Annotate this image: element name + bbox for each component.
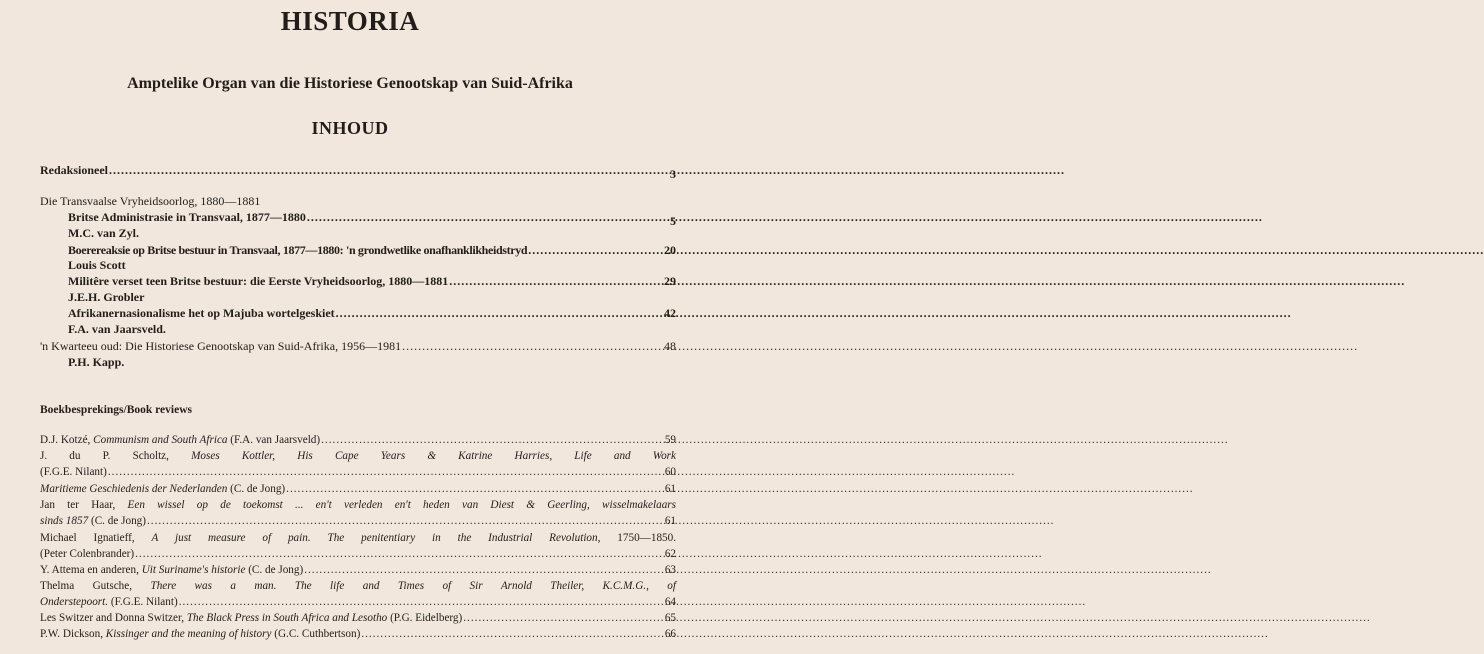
toc-author: Louis Scott [68,258,126,272]
journal-title: HISTORIA [280,6,420,36]
reviewer-name: (Peter Colenbrander) [40,548,135,560]
reviewer-name: (F.G.E. Nilant) [40,466,107,478]
leader-dots [179,595,664,610]
review-page-number: 61 [664,483,676,495]
review-book-title: There was a man. The life and Times of Sir Arnold Theiler, K.C.M.G., of [150,580,677,592]
review-citation [40,627,360,642]
toc-author: M.C. van Zyl. [68,226,140,240]
review-author: J. du P. Scholtz, [40,450,169,462]
leader-dots [147,514,664,529]
review-page-number: 62 [664,548,676,560]
journal-page [0,0,700,654]
toc-entry-title: Afrikanernasionalisme het op Majuba wortelgeskiet [68,306,335,320]
review-citation [40,611,462,626]
toc-entry-title: Boerereaksie op Britse bestuur in Transvaal, 1877—1880: 'n grondwetlike onafhanklikheidstryd [68,243,528,257]
review-page-number: 59 [664,434,676,446]
review-entry-6[interactable] [40,563,676,578]
toc-article-2[interactable] [68,243,676,258]
toc-page-number: 5 [670,214,676,228]
section-title: Die Transvaalse Vryheidsoorlog, 1880—1881 [40,194,261,208]
leader-dots [304,563,664,578]
toc-entry-title: 'n Kwarteeu oud: Die Historiese Genootskap van Suid-Afrika, 1956—1981 [40,339,402,353]
review-book-title: Maritieme Geschiedenis der Nederlanden [40,483,228,495]
review-entry-7-line2[interactable] [40,595,676,610]
toc-page-number: 20 [664,243,676,257]
reviewer-name: (F.G.E. Nilant) [110,596,178,608]
review-book-title: The Black Press in South Africa and Lesotho [186,612,388,624]
review-book-title: Communism and South Africa [93,434,228,446]
review-entry-8[interactable] [40,611,676,626]
toc-page-number: 29 [664,274,676,288]
review-page-number: 65 [664,612,676,624]
toc-entry-title: Redaksioneel [40,163,109,177]
review-citation [40,563,303,578]
toc-page-number: 48 [664,339,676,353]
review-page-number: 66 [664,628,676,640]
review-entry-5-line2[interactable] [40,547,676,562]
review-citation [40,514,146,529]
reviewer-name: (F.A. van Jaarsveld) [230,434,321,446]
leader-dots [135,547,664,562]
review-page-number: 64 [664,596,676,608]
review-years: 1750—1850. [617,532,677,544]
review-citation [40,482,285,497]
leader-dots [528,243,663,258]
review-author: Y. Attema en anderen, [40,564,139,576]
review-citation [40,595,178,610]
leader-dots [402,339,663,354]
toc-section-2[interactable] [40,339,676,354]
leader-dots [449,274,663,289]
leader-dots [463,611,664,626]
review-page-number: 63 [664,564,676,576]
review-entry-4-line1[interactable] [40,498,676,513]
toc-author: P.H. Kapp. [68,355,125,369]
review-author: D.J. Kotzé, [40,434,91,446]
leader-dots [361,627,664,642]
toc-entry-title: Militêre verset teen Britse bestuur: die Eerste Vryheidsoorlog, 1880—1881 [68,274,449,288]
leader-dots [307,210,669,225]
review-book-title: Kissinger and the meaning of history [105,628,272,640]
review-author: Michael Ignatieff, [40,532,135,544]
toc-article-4[interactable] [68,306,676,321]
reviewer-name: (G.C. Cuthbertson) [274,628,361,640]
review-entry-5-line1[interactable] [40,531,676,546]
review-book-title: Uit Suriname's historie [141,564,246,576]
toc-entry-title: Britse Administrasie in Transvaal, 1877—1880 [68,210,306,224]
review-book-title: Moses Kottler, His Cape Years & Katrine Harries, Life and Work [191,450,676,462]
reviews-heading: Boekbesprekings/Book reviews [40,404,192,416]
reviewer-name: (C. de Jong) [90,515,146,527]
review-citation [40,433,320,448]
toc-article-1[interactable] [68,210,676,228]
review-entry-2-line1[interactable] [40,449,676,464]
review-entry-2-line2[interactable] [40,465,676,480]
review-author: Jan ter Haar, [40,499,116,511]
review-entry-7-line1[interactable] [40,579,676,594]
review-author: Thelma Gutsche, [40,580,133,592]
toc-author: J.E.H. Grobler [68,290,145,304]
review-author: P.W. Dickson, [40,628,103,640]
reviewer-name: (C. de Jong) [230,483,286,495]
review-book-title: Een wissel op de toekomst ... en't verleden en't heden van Diest & Geerling, wisselmakelaars [127,499,676,511]
leader-dots [336,306,663,321]
reviewer-name: (C. de Jong) [248,564,304,576]
review-entry-1[interactable] [40,433,676,448]
leader-dots [286,482,664,497]
review-book-title-cont: sinds 1857 [40,515,89,527]
review-book-title-cont: Onderstepoort. [40,596,109,608]
review-entry-3[interactable] [40,482,676,497]
toc-article-3[interactable] [68,274,676,289]
leader-dots [108,465,664,480]
review-page-number: 61 [664,515,676,527]
toc-editorial[interactable] [40,163,676,181]
toc-page-number: 3 [670,167,676,181]
journal-subtitle: Amptelike Organ van die Historiese Genootskap van Suid-Afrika [127,75,573,92]
reviewer-name: (P.G. Eidelberg) [390,612,463,624]
review-author: Les Switzer and Donna Switzer, [40,612,185,624]
review-entry-9[interactable] [40,627,676,642]
leader-dots [109,163,669,178]
review-page-number: 60 [664,466,676,478]
contents-heading: INHOUD [311,118,389,138]
toc-author: F.A. van Jaarsveld. [68,322,166,336]
toc-page-number: 42 [664,306,676,320]
leader-dots [321,433,664,448]
review-entry-4-line2[interactable] [40,514,676,529]
review-book-title: A just measure of pain. The penitentiary in the Industrial Revolution, [151,532,601,544]
